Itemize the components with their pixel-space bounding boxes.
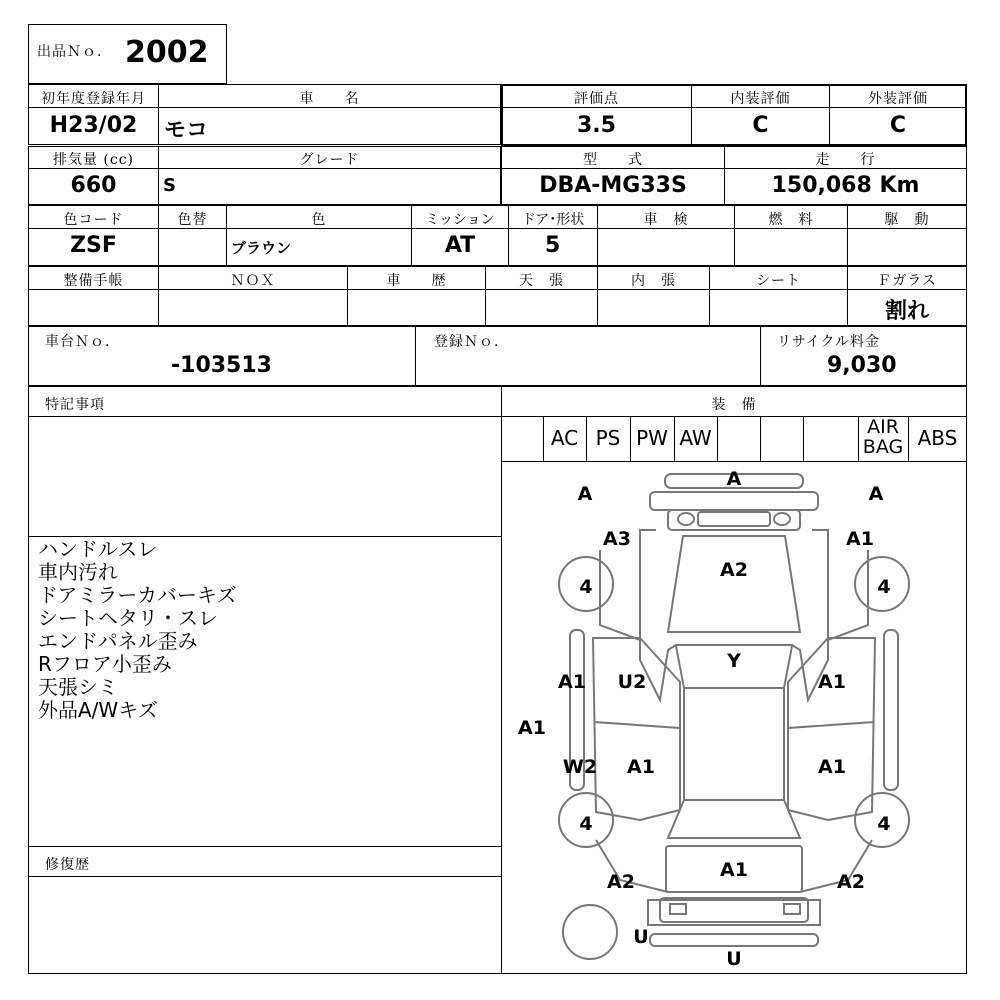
transmission-cell: [411, 228, 509, 266]
displacement-label-cell: [28, 146, 159, 169]
model-cell: [501, 168, 725, 205]
damage-mark: A2: [837, 871, 865, 893]
doors-label-cell: [508, 205, 598, 229]
remark-note: 車内汚れ: [38, 560, 118, 584]
reg-date-cell: [28, 107, 159, 145]
interior-value: C: [752, 113, 769, 138]
mileage-value: 150,068 Km: [771, 173, 920, 198]
windshield-label: Ｆガラス: [877, 273, 937, 289]
maintenance-cell: [28, 289, 159, 326]
equip-ac: AC: [550, 426, 579, 450]
remark-note: 外品A/Wキズ: [38, 698, 158, 722]
roof-label: 天 張: [519, 273, 564, 289]
equip-abs: ABS: [917, 426, 958, 450]
seat-label: シート: [756, 273, 801, 289]
maintenance-label-cell: [28, 266, 159, 290]
repaint-label-cell: [158, 205, 227, 229]
inspection-label: 車 検: [643, 212, 689, 228]
remark-note: ドアミラーカバーキズ: [38, 583, 237, 607]
repaint-cell: [158, 228, 227, 266]
equip-divider: [760, 416, 761, 462]
remark-note: ハンドルスレ: [38, 537, 158, 561]
car-name-label: 車 名: [299, 91, 360, 107]
car-name-label-cell: [158, 84, 501, 108]
interior-label: 内装評価: [730, 91, 791, 107]
damage-mark: U2: [617, 671, 647, 693]
roof-cell: [485, 289, 598, 326]
seat-label-cell: [709, 266, 848, 290]
grade-label-cell: [158, 146, 501, 169]
displacement-value: 660: [70, 173, 117, 198]
damage-mark: U: [726, 948, 742, 970]
repair-history-label: 修復歴: [45, 857, 90, 873]
remarks-label-cell: [28, 386, 502, 417]
damage-mark: 4: [877, 813, 891, 835]
drive-cell: [847, 228, 967, 266]
score-value: 3.5: [577, 113, 616, 138]
reg-date-value: H23/02: [49, 113, 138, 138]
grade-value: S: [163, 175, 176, 196]
color-value: ブラウン: [231, 239, 292, 257]
damage-mark: A1: [720, 859, 748, 881]
lot-number-box: [28, 24, 227, 84]
transmission-label: ミッション: [425, 212, 495, 228]
equip-aw: AW: [679, 426, 712, 450]
displacement-label: 排気量 (cc): [52, 152, 135, 168]
drive-label-cell: [847, 205, 967, 229]
equip-ps: PS: [595, 426, 621, 450]
equipment-label-cell: [501, 386, 967, 417]
damage-mark: A2: [720, 559, 748, 581]
windshield-label-cell: [847, 266, 967, 290]
remarks-label: 特記事項: [45, 397, 105, 413]
color-code-cell: [28, 228, 159, 266]
repair-history-label-cell: [28, 846, 502, 877]
transmission-value: AT: [444, 233, 476, 258]
damage-mark: W2: [562, 756, 598, 778]
damage-mark: Y: [727, 650, 741, 672]
exterior-label: 外装評価: [868, 91, 928, 107]
car-name-cell: [158, 107, 501, 145]
damage-mark: A1: [846, 528, 874, 550]
damage-mark: U: [633, 926, 649, 948]
recycle-fee-value: 9,030: [827, 353, 897, 378]
interior-trim-cell: [597, 289, 710, 326]
history-label: 車 歴: [386, 273, 447, 289]
registration-cell: [415, 326, 761, 386]
damage-mark: A1: [627, 756, 655, 778]
damage-mark: A1: [518, 717, 546, 739]
reg-date-label: 初年度登録年月: [41, 91, 146, 107]
recycle-fee-label: リサイクル料金: [777, 334, 881, 350]
mileage-label-cell: [724, 146, 967, 169]
inspection-cell: [597, 228, 735, 266]
chassis-label: 車台Ｎｏ．: [45, 334, 120, 350]
chassis-value: -103513: [171, 353, 272, 378]
interior-trim-label: 内 張: [631, 273, 676, 289]
remark-note: エンドパネル歪み: [38, 629, 198, 653]
remark-note: Rフロア小歪み: [38, 652, 172, 676]
inspection-label-cell: [597, 205, 735, 229]
seat-cell: [709, 289, 848, 326]
score-cell: [501, 107, 692, 146]
interior-cell: [691, 107, 830, 146]
exterior-value: C: [889, 113, 907, 138]
equipment-label: 装 備: [711, 397, 757, 413]
damage-mark: A3: [603, 528, 631, 550]
car-name-value: モコ: [164, 118, 209, 143]
equip-airbag: [858, 417, 908, 457]
fuel-label: 燃 料: [768, 212, 814, 228]
damage-mark: 4: [579, 813, 593, 835]
damage-mark: A1: [558, 671, 586, 693]
damage-mark: 4: [877, 576, 891, 598]
equip-air: AIR: [867, 416, 899, 438]
damage-mark: A: [726, 468, 742, 490]
doors-cell: [508, 228, 598, 266]
color-cell: [226, 228, 412, 266]
grade-label: グレード: [299, 152, 360, 168]
windshield-cell: [847, 289, 967, 326]
color-label-cell: [226, 205, 412, 229]
equip-divider: [803, 416, 804, 462]
chassis-cell: [28, 326, 416, 386]
color-code-label: 色コード: [63, 212, 124, 228]
doors-label: ドア･形状: [521, 212, 585, 228]
exterior-label-cell: [829, 84, 967, 108]
recycle-fee-cell: [760, 326, 967, 386]
damage-mark: A1: [818, 756, 846, 778]
nox-label: ＮＯＸ: [230, 273, 276, 289]
repaint-label: 色替: [177, 212, 208, 228]
color-code-label-cell: [28, 205, 159, 229]
score-label: 評価点: [574, 91, 619, 107]
transmission-label-cell: [411, 205, 509, 229]
grade-cell: [158, 168, 501, 205]
car-damage-diagram: [502, 462, 966, 974]
doors-value: 5: [545, 233, 561, 258]
color-label: 色: [311, 212, 327, 228]
displacement-cell: [28, 168, 159, 205]
lot-number-label: 出品Ｎｏ．: [37, 44, 112, 60]
remarks-notes: [38, 538, 237, 722]
equip-pw: PW: [636, 426, 668, 450]
nox-label-cell: [158, 266, 348, 290]
damage-mark: A2: [607, 871, 635, 893]
damage-mark: A: [868, 483, 884, 505]
roof-label-cell: [485, 266, 598, 290]
damage-mark: A: [577, 483, 593, 505]
exterior-cell: [829, 107, 967, 146]
fuel-cell: [734, 228, 848, 266]
reg-date-label-cell: [28, 84, 159, 108]
model-value: DBA-MG33S: [539, 173, 687, 198]
mileage-cell: [724, 168, 967, 205]
lot-number-value: 2002: [125, 35, 209, 70]
score-label-cell: [501, 84, 692, 108]
interior-trim-label-cell: [597, 266, 710, 290]
damage-mark: 4: [579, 576, 593, 598]
mileage-label: 走 行: [815, 152, 876, 168]
interior-label-cell: [691, 84, 830, 108]
model-label-cell: [501, 146, 725, 169]
model-label: 型 式: [583, 152, 643, 168]
registration-label: 登録Ｎｏ．: [434, 334, 509, 350]
color-code-value: ZSF: [70, 233, 117, 258]
equip-divider: [717, 416, 718, 462]
fuel-label-cell: [734, 205, 848, 229]
drive-label: 駆 動: [884, 212, 930, 228]
remark-note: シートヘタリ・スレ: [38, 606, 218, 630]
windshield-value: 割れ: [884, 299, 929, 324]
remark-note: 天張シミ: [38, 675, 118, 699]
maintenance-label: 整備手帳: [63, 273, 124, 289]
damage-marks: [518, 468, 891, 970]
history-cell: [347, 289, 486, 326]
equip-bag: BAG: [862, 436, 904, 458]
nox-cell: [158, 289, 348, 326]
history-label-cell: [347, 266, 486, 290]
damage-mark: A1: [818, 671, 846, 693]
